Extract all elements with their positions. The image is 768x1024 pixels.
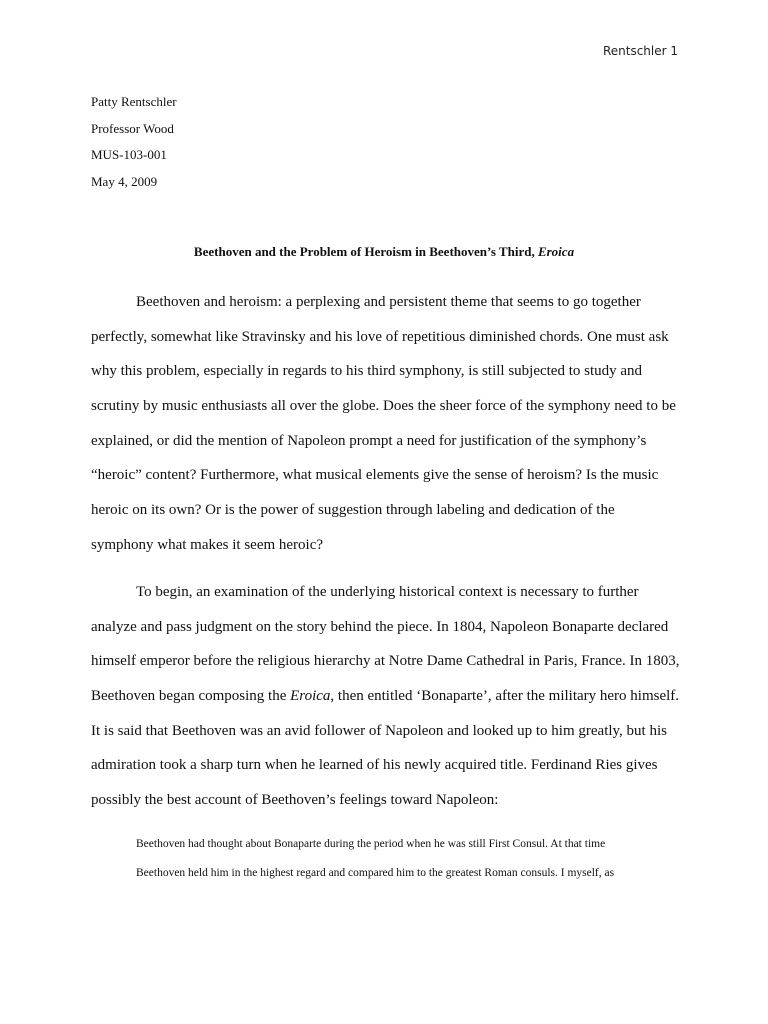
paragraph-line: It is said that Beethoven was an avid follower of Napoleon and looked up to him greatly, but his bbox=[91, 722, 667, 739]
paragraph-line: himself emperor before the religious hierarchy at Notre Dame Cathedral in Paris, France. In 1803, bbox=[91, 653, 680, 670]
paragraph-2 bbox=[91, 575, 681, 818]
author-name: Patty Rentschler bbox=[91, 94, 177, 109]
block-quote bbox=[136, 830, 676, 888]
paragraph-line: why this problem, especially in regards to his third symphony, is still subjected to study and bbox=[91, 363, 643, 380]
paragraph-line: possibly the best account of Beethoven’s feelings toward Napoleon: bbox=[91, 792, 499, 809]
paper-title bbox=[0, 244, 768, 260]
paragraph-line: perfectly, somewhat like Stravinsky and his love of repetitious diminished chords. One must ask bbox=[91, 328, 669, 345]
course-code: MUS-103-001 bbox=[91, 147, 167, 162]
paragraph-line: analyze and pass judgment on the story behind the piece. In 1804, Napoleon Bonaparte declared bbox=[91, 618, 669, 635]
paper-title-italic: Eroica bbox=[537, 244, 575, 259]
paper-title-main: Beethoven and the Problem of Heroism in Beethoven’s Third, bbox=[193, 244, 535, 259]
paper-date: May 4, 2009 bbox=[91, 173, 158, 189]
paragraph-line: “heroic” content? Furthermore, what musical elements give the sense of heroism? Is the music bbox=[91, 467, 659, 484]
line-text: Beethoven began composing the bbox=[91, 688, 287, 705]
line-text: , then entitled ‘Bonaparte’, after the military hero himself. bbox=[330, 688, 680, 705]
mla-heading bbox=[91, 89, 177, 195]
paragraph-line: scrutiny by music enthusiasts all over the globe. Does the sheer force of the symphony need to be bbox=[91, 398, 676, 415]
running-header: Rentschler 1 bbox=[602, 44, 678, 58]
paragraph-line: heroic on its own? Or is the power of suggestion through labeling and dedication of the bbox=[91, 502, 615, 519]
paragraph-line: symphony what makes it seem heroic? bbox=[91, 536, 324, 553]
paragraph-1 bbox=[91, 285, 681, 563]
paragraph-line: To begin, an examination of the underlying historical context is necessary to further bbox=[136, 584, 639, 600]
italic-work-title: Eroica bbox=[290, 688, 331, 705]
instructor-name: Professor Wood bbox=[91, 120, 174, 136]
quote-line: Beethoven had thought about Bonaparte during the period when he was still First Consul. At that time bbox=[136, 838, 606, 850]
paragraph-line bbox=[91, 679, 681, 714]
paragraph-line: explained, or did the mention of Napoleon prompt a need for justification of the symphony’s bbox=[91, 432, 647, 449]
paragraph-line: Beethoven and heroism: a perplexing and persistent theme that seems to go together bbox=[136, 294, 641, 310]
quote-line: Beethoven held him in the highest regard and compared him to the greatest Roman consuls. I myself, as bbox=[136, 867, 615, 879]
paragraph-line: admiration took a sharp turn when he learned of his newly acquired title. Ferdinand Ries gives bbox=[91, 757, 658, 774]
